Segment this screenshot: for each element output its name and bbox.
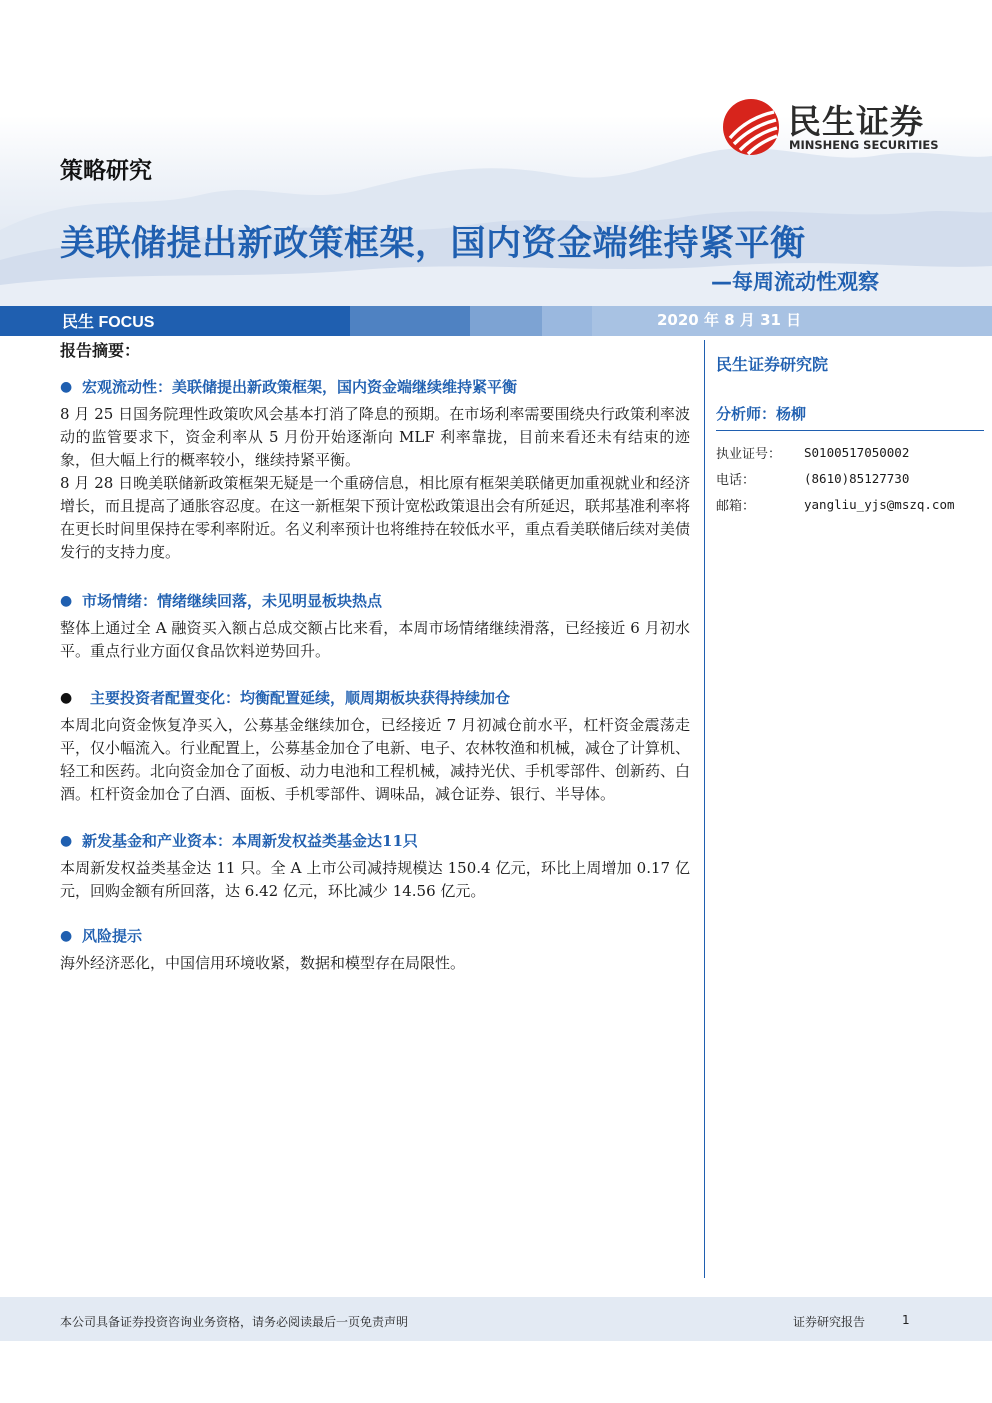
paragraph: 8 月 28 日晚美联储新政策框架无疑是一个重磅信息，相比原有框架美联储更加重视就业和经济增长，而且提高了通胀容忍度。在这一新框架下预计宽松政策退出会有所延迟，联邦基准利率将在更长时间里保持在零利率附近。名义利率预计也将维持在较低水平，重点看美联储后续对美债发行的支持力度。	[60, 474, 691, 561]
summary-section	[60, 830, 690, 903]
band-label: 民生 FOCUS	[62, 314, 155, 331]
section-body	[60, 617, 690, 663]
bullet-icon: ●	[60, 690, 73, 706]
paragraph: 本周新发权益类基金达 11 只。全 A 上市公司减持规模达 150.4 亿元，环比上周增加 0.17 亿元，回购金额有所回落，达 6.42 亿元，环比减少 14.56 亿元。	[60, 859, 690, 900]
section-body	[60, 403, 690, 564]
institute-name: 民生证券研究院	[716, 355, 829, 374]
report-category: 策略研究	[60, 158, 152, 184]
brand-name-en: MINSHENG SECURITIES	[789, 138, 939, 152]
info-label: 电话：	[716, 472, 756, 488]
analyst-name: 分析师：杨柳	[716, 403, 984, 431]
section-heading-text: 风险提示	[82, 927, 143, 945]
info-row-email	[716, 491, 986, 517]
section-heading	[60, 925, 690, 947]
info-label: 执业证号：	[716, 446, 782, 462]
minsheng-logo-icon	[722, 98, 780, 156]
section-heading	[60, 376, 690, 398]
section-heading-text: 宏观流动性：美联储提出新政策框架，国内资金端继续维持紧平衡	[82, 378, 518, 396]
summary-section	[60, 590, 690, 663]
section-heading	[60, 687, 690, 709]
section-heading	[60, 830, 690, 852]
analyst-info	[716, 439, 986, 517]
report-title: 美联储提出新政策框架，国内资金端维持紧平衡	[60, 224, 806, 264]
bullet-icon: ●	[60, 833, 73, 849]
report-date: 2020 年 8 月 31 日	[657, 311, 802, 329]
report-subtitle: —每周流动性观察	[711, 270, 879, 294]
summary-label: 报告摘要：	[60, 341, 141, 360]
summary-section	[60, 687, 690, 806]
page-number: 1	[902, 1313, 910, 1327]
footer-disclaimer: 本公司具备证券投资咨询业务资格，请务必阅读最后一页免责声明	[60, 1315, 409, 1329]
section-body	[60, 714, 690, 806]
section-body	[60, 857, 690, 903]
summary-section	[60, 376, 690, 564]
section-heading	[60, 590, 690, 612]
paragraph: 本周北向资金恢复净买入，公募基金继续加仓，已经接近 7 月初减仓前水平，杠杆资金震荡走平，仅小幅流入。行业配置上，公募基金加仓了电新、电子、农林牧渔和机械，减仓了计算机、轻工和医药。北向资金加仓了面板、动力电池和工程机械，减持光伏、手机零部件、创新药、白酒。杠杆资金加仓了白酒、面板、手机零部件、调味品，减仓证券、银行、半导体。	[60, 716, 691, 803]
paragraph: 8 月 25 日国务院理性政策吹风会基本打消了降息的预期。在市场利率需要围绕央行政策利率波动的监管要求下，资金利率从 5 月份开始逐渐向 MLF 利率靠拢，目前来看还未有结束的迹象，但大幅上行的概率较小，继续持紧平衡。	[60, 405, 690, 469]
paragraph: 整体上通过全 A 融资买入额占总成交额占比来看，本周市场情绪继续滑落，已经接近 6 月初水平。重点行业方面仅食品饮料逆势回升。	[60, 619, 690, 660]
info-row-license	[716, 439, 986, 465]
section-heading-text: 主要投资者配置变化：均衡配置延续，顺周期板块获得持续加仓	[90, 689, 511, 707]
info-value: yangliu_yjs@mszq.com	[804, 496, 955, 512]
section-body	[60, 952, 690, 975]
section-heading-text: 新发基金和产业资本：本周新发权益类基金达11只	[82, 832, 418, 850]
analyst-sidebar	[716, 352, 986, 517]
bullet-icon: ●	[60, 379, 73, 395]
brand-logo	[722, 96, 952, 156]
section-heading-text: 市场情绪：情绪继续回落，未见明显板块热点	[82, 592, 383, 610]
summary-column	[60, 340, 690, 993]
bullet-icon: ●	[60, 593, 73, 609]
info-value: S0100517050002	[804, 444, 910, 460]
info-row-phone	[716, 465, 986, 491]
info-value: (8610)85127730	[804, 470, 910, 486]
bullet-icon: ●	[60, 928, 73, 944]
column-divider	[704, 340, 705, 1278]
summary-section	[60, 925, 690, 975]
brand-name-cn: 民生证券	[788, 102, 924, 141]
footer-doc-type: 证券研究报告	[793, 1315, 866, 1329]
info-label: 邮箱：	[716, 498, 756, 514]
paragraph: 海外经济恶化，中国信用环境收紧，数据和模型存在局限性。	[60, 954, 466, 972]
